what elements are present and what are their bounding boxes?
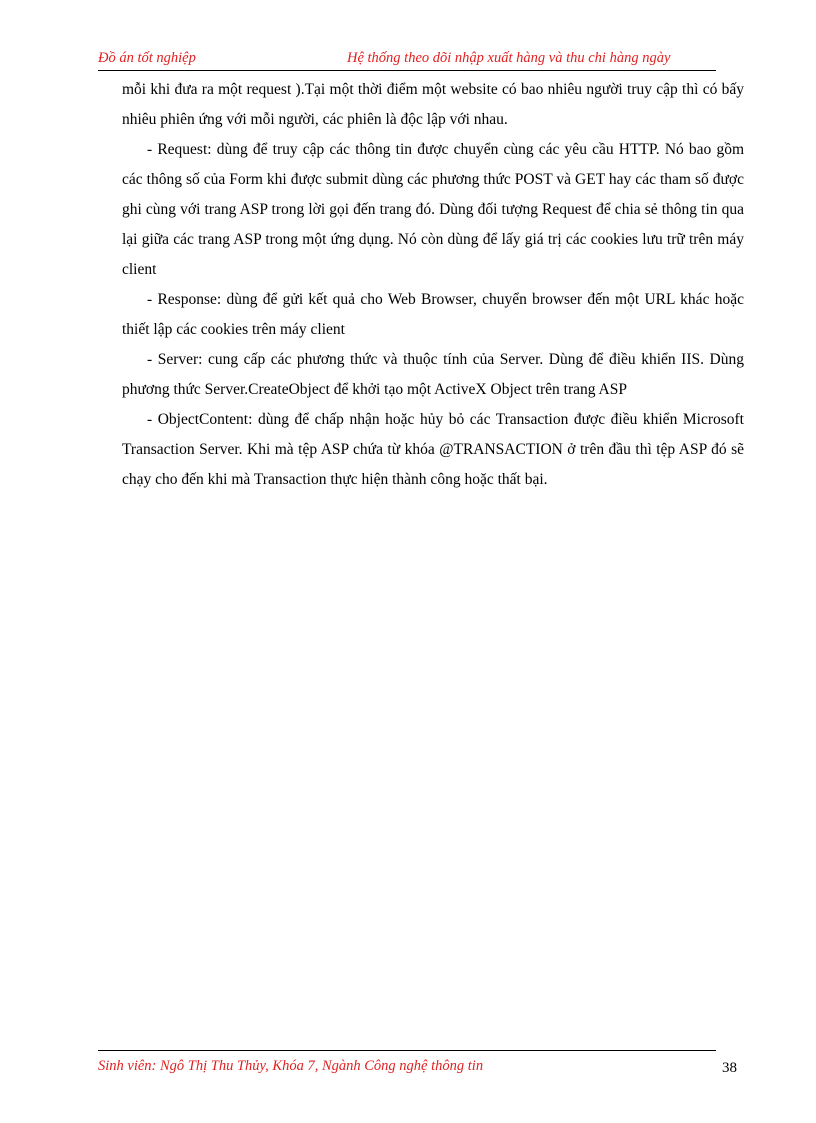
header-project-title: Hệ thống theo dõi nhập xuất hàng và thu chi hàng ngày bbox=[347, 50, 671, 66]
body-text bbox=[122, 75, 744, 495]
page-header bbox=[98, 50, 716, 71]
paragraph-objectcontent: - ObjectContent: dùng để chấp nhận hoặc hủy bỏ các Transaction được điều khiển Microsoft Transaction Server. Khi mà tệp ASP chứa từ khóa @TRANSACTION ở trên đầu thì tệp ASP đó sẽ chạy cho đến khi mà Transaction thực hiện thành công hoặc thất bại. bbox=[122, 411, 744, 488]
paragraph-response: - Response: dùng để gửi kết quả cho Web Browser, chuyển browser đến một URL khác hoặc thiết lập các cookies trên máy client bbox=[122, 291, 744, 338]
footer-student-info: Sinh viên: Ngô Thị Thu Thủy, Khóa 7, Ngành Công nghệ thông tin bbox=[98, 1058, 484, 1074]
paragraph-session-continuation: mỗi khi đưa ra một request ).Tại một thời điểm một website có bao nhiêu người truy cập thì có bấy nhiêu phiên ứng với mỗi người, các phiên là độc lập với nhau. bbox=[122, 81, 744, 128]
header-thesis-label: Đồ án tốt nghiệp bbox=[98, 50, 196, 66]
footer-divider bbox=[98, 1050, 716, 1051]
page-number: 38 bbox=[722, 1060, 737, 1076]
paragraph-server: - Server: cung cấp các phương thức và thuộc tính của Server. Dùng để điều khiển IIS. Dùng phương thức Server.CreateObject để khởi tạo một ActiveX Object trên trang ASP bbox=[122, 351, 744, 398]
paragraph-request: - Request: dùng để truy cập các thông tin được chuyển cùng các yêu cầu HTTP. Nó bao gồm các thông số của Form khi được submit dùng các phương thức POST và GET hay các tham số được ghi cùng với trang ASP trong lời gọi đến trang đó. Dùng đối tượng Request để chia sẻ thông tin qua lại giữa các trang ASP trong một ứng dụng. Nó còn dùng để lấy giá trị các cookies lưu trữ trên máy client bbox=[122, 141, 744, 278]
